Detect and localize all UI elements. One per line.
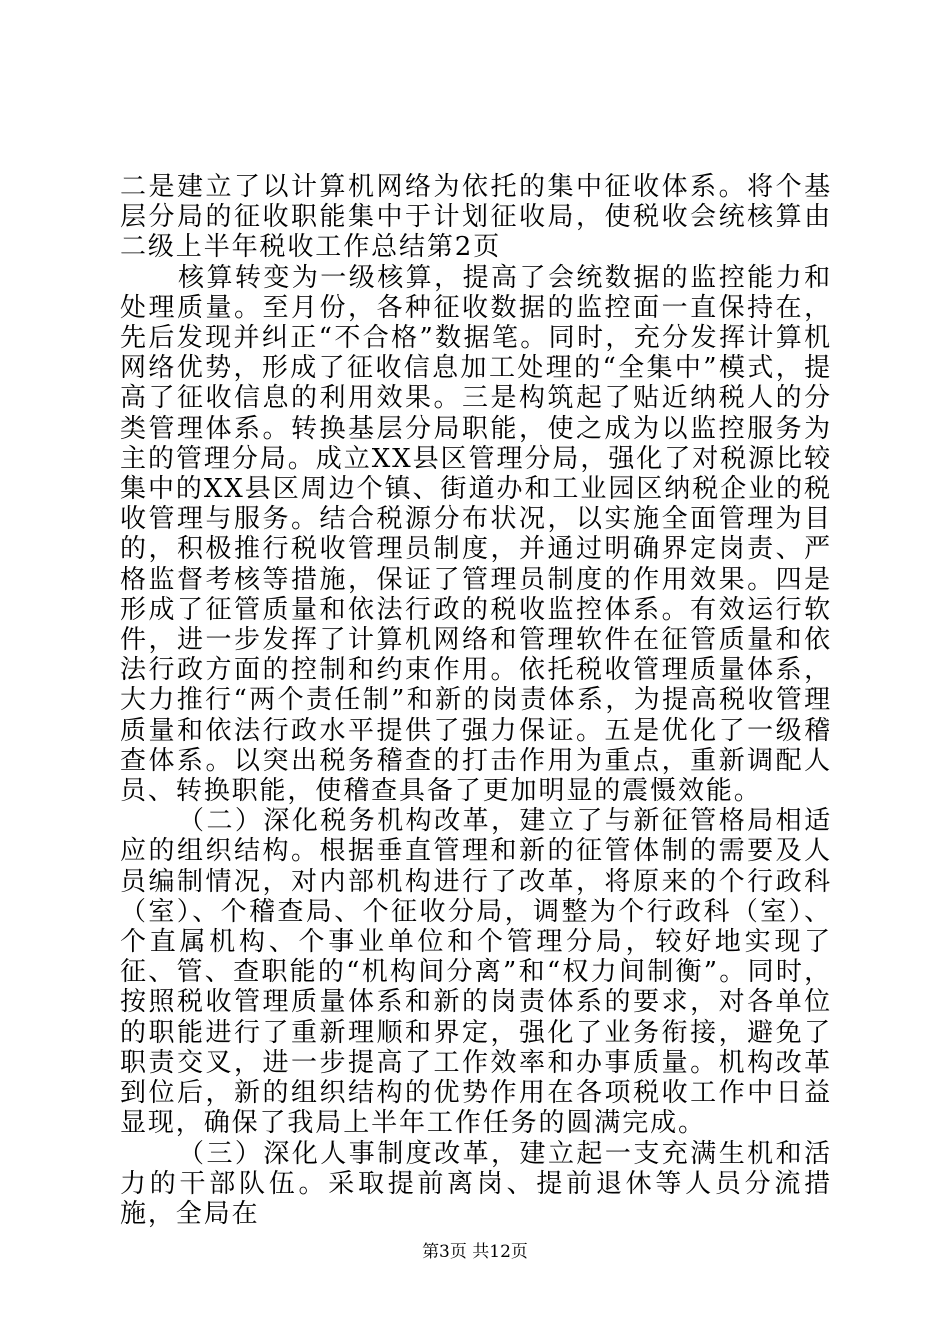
paragraph-2: 核算转变为一级核算，提高了会统数据的监控能力和处理质量。至月份，各种征收数据的监控面一直保持在，先后发现并纠正“不合格”数据笔。同时，充分发挥计算机网络优势，形成了征收信息加工处理的“全集中”模式，提高了征收信息的利用效果。三是构筑起了贴近纳税人的分类管理体系。转换基层分局职能，使之成为以监控服务为主的管理分局。成立XX县区管理分局，强化了对税源比较集中的XX县区周边个镇、街道办和工业园区纳税企业的税收管理与服务。结合税源分布状况，以实施全面管理为目的，积极推行税收管理员制度，并通过明确界定岗责、严格监督考核等措施，保证了管理员制度的作用效果。四是形成了征管质量和依法行政的税收监控体系。有效运行软件，进一步发挥了计算机网络和管理软件在征管质量和依法行政方面的控制和约束作用。依托税收管理质量体系，大力推行“两个责任制”和新的岗责体系，为提高税收管理质量和依法行政水平提供了强力保证。五是优化了一级稽查体系。以突出税务稽查的打击作用为重点，重新调配人员、转换职能，使稽查具备了更加明显的震慑效能。 — [120, 262, 832, 807]
paragraph-3: （二）深化税务机构改革，建立了与新征管格局相适应的组织结构。根据垂直管理和新的征管体制的需要及人员编制情况，对内部机构进行了改革，将原来的个行政科（室）、个稽查局、个征收分局，调整为个行政科（室）、个直属机构、个事业单位和个管理分局，较好地实现了征、管、查职能的“机构间分离”和“权力间制衡”。同时，按照税收管理质量体系和新的岗责体系的要求，对各单位的职能进行了重新理顺和界定，强化了业务衔接，避免了职责交叉，进一步提高了工作效率和办事质量。机构改革到位后，新的组织结构的优势作用在各项税收工作中日益显现，确保了我局上半年工作任务的圆满完成。 — [120, 806, 832, 1139]
page-number-footer: 第3页 共12页 — [422, 1242, 528, 1262]
document-body — [120, 172, 832, 1229]
paragraph-1: 二是建立了以计算机网络为依托的集中征收体系。将个基层分局的征收职能集中于计划征收局，使税收会统核算由二级上半年税收工作总结第2页 — [120, 172, 832, 263]
paragraph-4: （三）深化人事制度改革，建立起一支充满生机和活力的干部队伍。采取提前离岗、提前退休等人员分流措施，全局在 — [120, 1138, 832, 1229]
